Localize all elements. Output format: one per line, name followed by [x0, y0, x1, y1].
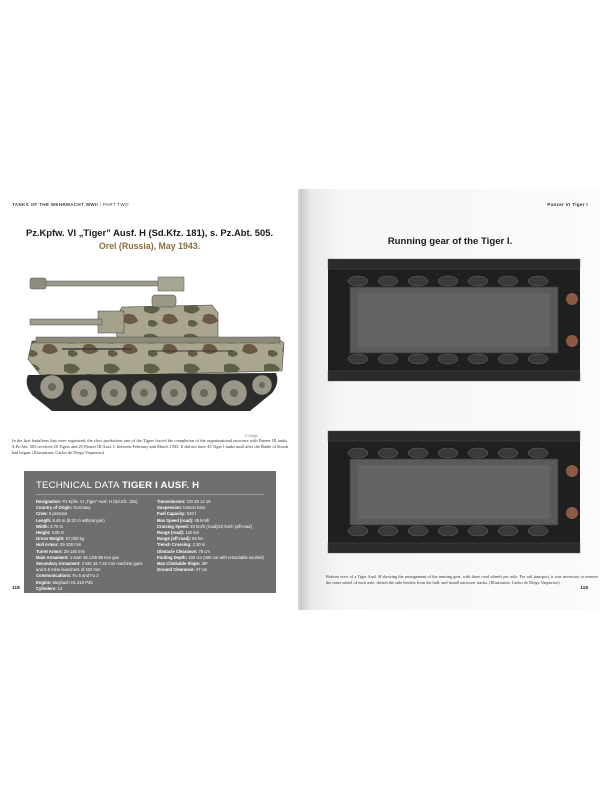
spec-label: Max Speed (road):	[157, 517, 195, 523]
illustrator-credit: © Diego	[245, 434, 258, 438]
spec-value: Fu 5 and Fu 2	[72, 573, 99, 579]
page-number-left: 118	[12, 586, 20, 591]
spec-row	[36, 592, 154, 598]
spec-value: 3.00 m	[51, 530, 65, 536]
spec-value: 3.70 m	[50, 523, 63, 529]
spec-value: Pz.Kpfw. VI „Tiger” Ausf. H (Sd.Kfz. 181)	[62, 499, 138, 504]
spec-label: Transmission:	[157, 499, 187, 504]
spec-label: Height:	[36, 530, 52, 536]
spec-row	[157, 567, 272, 573]
running-head-part: PART TWO	[102, 202, 129, 207]
spec-label: Obstacle Clearance:	[157, 548, 199, 554]
spec-label: Range (road):	[157, 530, 186, 536]
spec-label: Trench Crossing:	[157, 542, 193, 548]
spec-label: Fording Depth:	[157, 554, 189, 560]
spec-value: Germany	[73, 505, 91, 511]
running-head-left: TANKS OF THE WEHRMACHT WWII / PART TWO	[12, 202, 129, 207]
technical-data-box	[24, 471, 276, 598]
spec-value: 45 km/h	[194, 517, 210, 523]
spec-label: Length:	[36, 517, 53, 523]
spec-label: Country of Origin:	[36, 505, 74, 511]
running-gear-bottom-view-top	[328, 259, 580, 381]
spec-label: Main Armament:	[36, 554, 70, 560]
right-page	[300, 189, 600, 610]
illustration-subtitle: Orel (Russia), May 1943.	[98, 241, 201, 251]
illustration-title: Pz.Kpfw. VI „Tiger” Ausf. H (Sd.Kfz. 181), s. Pz.Abt. 505.	[25, 227, 274, 238]
spec-value: 650 HP/3,000 rpm	[51, 592, 86, 598]
spec-value: 120 km	[185, 530, 200, 536]
running-head-right: Panzer VI Tiger I	[547, 202, 588, 207]
spec-value: 60 km	[192, 536, 204, 542]
spec-label: Range (off-road):	[157, 536, 193, 542]
spec-label: Hull Armor:	[36, 542, 61, 548]
spec-value: 57,000 kg	[65, 536, 85, 542]
running-head-title: TANKS OF THE WEHRMACHT WWII	[12, 202, 99, 207]
spec-value: 20 km/h (road)/10 km/h (off-road)	[190, 523, 252, 529]
spec-column-right	[157, 499, 272, 573]
spec-value: 35º	[201, 561, 208, 567]
spec-label: Gross Weight:	[36, 536, 66, 542]
spec-value: Maybach HL 210 P45	[52, 579, 93, 585]
technical-data-divider	[36, 494, 264, 495]
illustration-title-block	[0, 227, 299, 251]
spec-label: Max Climbable Slope:	[157, 561, 202, 567]
body-paragraph: In the first battalions that were organized, the slow production rate of the Tigers forced the completion of the organizational structure with Panzer III tanks. S.Pz.Abt. 505 received 20 Tigers and 25 Panzer III Ausf. L between February and March 1943. It did not have 45 Tiger I tanks until after the Battle of Kursk had begun. (Illustration: Carlos de Diego Vaquerizo)	[12, 438, 288, 455]
spec-value: and 5.5 mine launchers of 102 mm	[36, 567, 101, 573]
spec-value: 47 cm	[195, 567, 208, 573]
spec-value: 2.30 m	[192, 542, 206, 548]
spec-value: 25-145 mm	[63, 548, 86, 554]
spec-value: 160 cm (400 cm with retractable snorkel)	[188, 554, 264, 560]
spec-label: Communications:	[36, 573, 73, 579]
spec-label: Fuel Capacity:	[157, 511, 187, 517]
figure-caption: Bottom view of a Tiger Ausf. H showing the arrangement of the running gear, with three road wheels per axle. For rail transport, it was necessary to remove the outer wheel of each axle, detach the side fenders from the hull, and install narrower tracks. (Illustration: Carlos de Diego Vaquerizo)	[326, 574, 598, 585]
running-gear-bottom-view-bottom	[328, 431, 580, 553]
technical-data-heading-light: TECHNICAL DATA	[36, 480, 120, 491]
tiger-tank-profile-illustration	[22, 271, 292, 421]
technical-data-heading	[36, 480, 199, 491]
spec-label: Ground Clearance:	[157, 567, 196, 573]
spec-label: Engine:	[36, 579, 53, 585]
spec-label: Crew:	[36, 511, 49, 517]
spec-label: Power:	[36, 592, 52, 598]
spec-label: Cruising Speed:	[157, 523, 191, 529]
spec-value: 1 KwK 36 L/56 88 mm gun	[69, 554, 120, 560]
page-number-right: 119	[580, 586, 588, 591]
spec-value: 2 MG 34 7.92 mm machine guns	[81, 561, 143, 567]
spec-value: OG 40 12 16	[186, 499, 211, 504]
spec-label: Designation:	[36, 499, 63, 504]
spec-value: 5 persons	[48, 511, 68, 517]
spec-value: 25-100 mm	[60, 542, 82, 548]
spec-value: torsion bars	[183, 505, 206, 511]
spec-label: Suspension:	[157, 505, 184, 511]
book-spread	[0, 189, 600, 610]
spec-label: Turret Armor:	[36, 548, 64, 554]
spec-value: 540 l	[186, 511, 196, 517]
spec-value: 12	[57, 585, 63, 591]
spec-value: 79 cm	[198, 548, 210, 554]
running-gear-heading: Running gear of the Tiger I.	[387, 236, 513, 247]
spec-label: Secondary Armament:	[36, 561, 82, 567]
spec-label: Width:	[36, 523, 51, 529]
spec-value: 6.45 m (8.32 m without gun)	[52, 517, 105, 523]
left-page	[0, 189, 299, 610]
technical-data-heading-bold: TIGER I AUSF. H	[122, 480, 200, 491]
spec-column-left	[36, 499, 154, 598]
spec-label: Cylinders:	[36, 585, 58, 591]
